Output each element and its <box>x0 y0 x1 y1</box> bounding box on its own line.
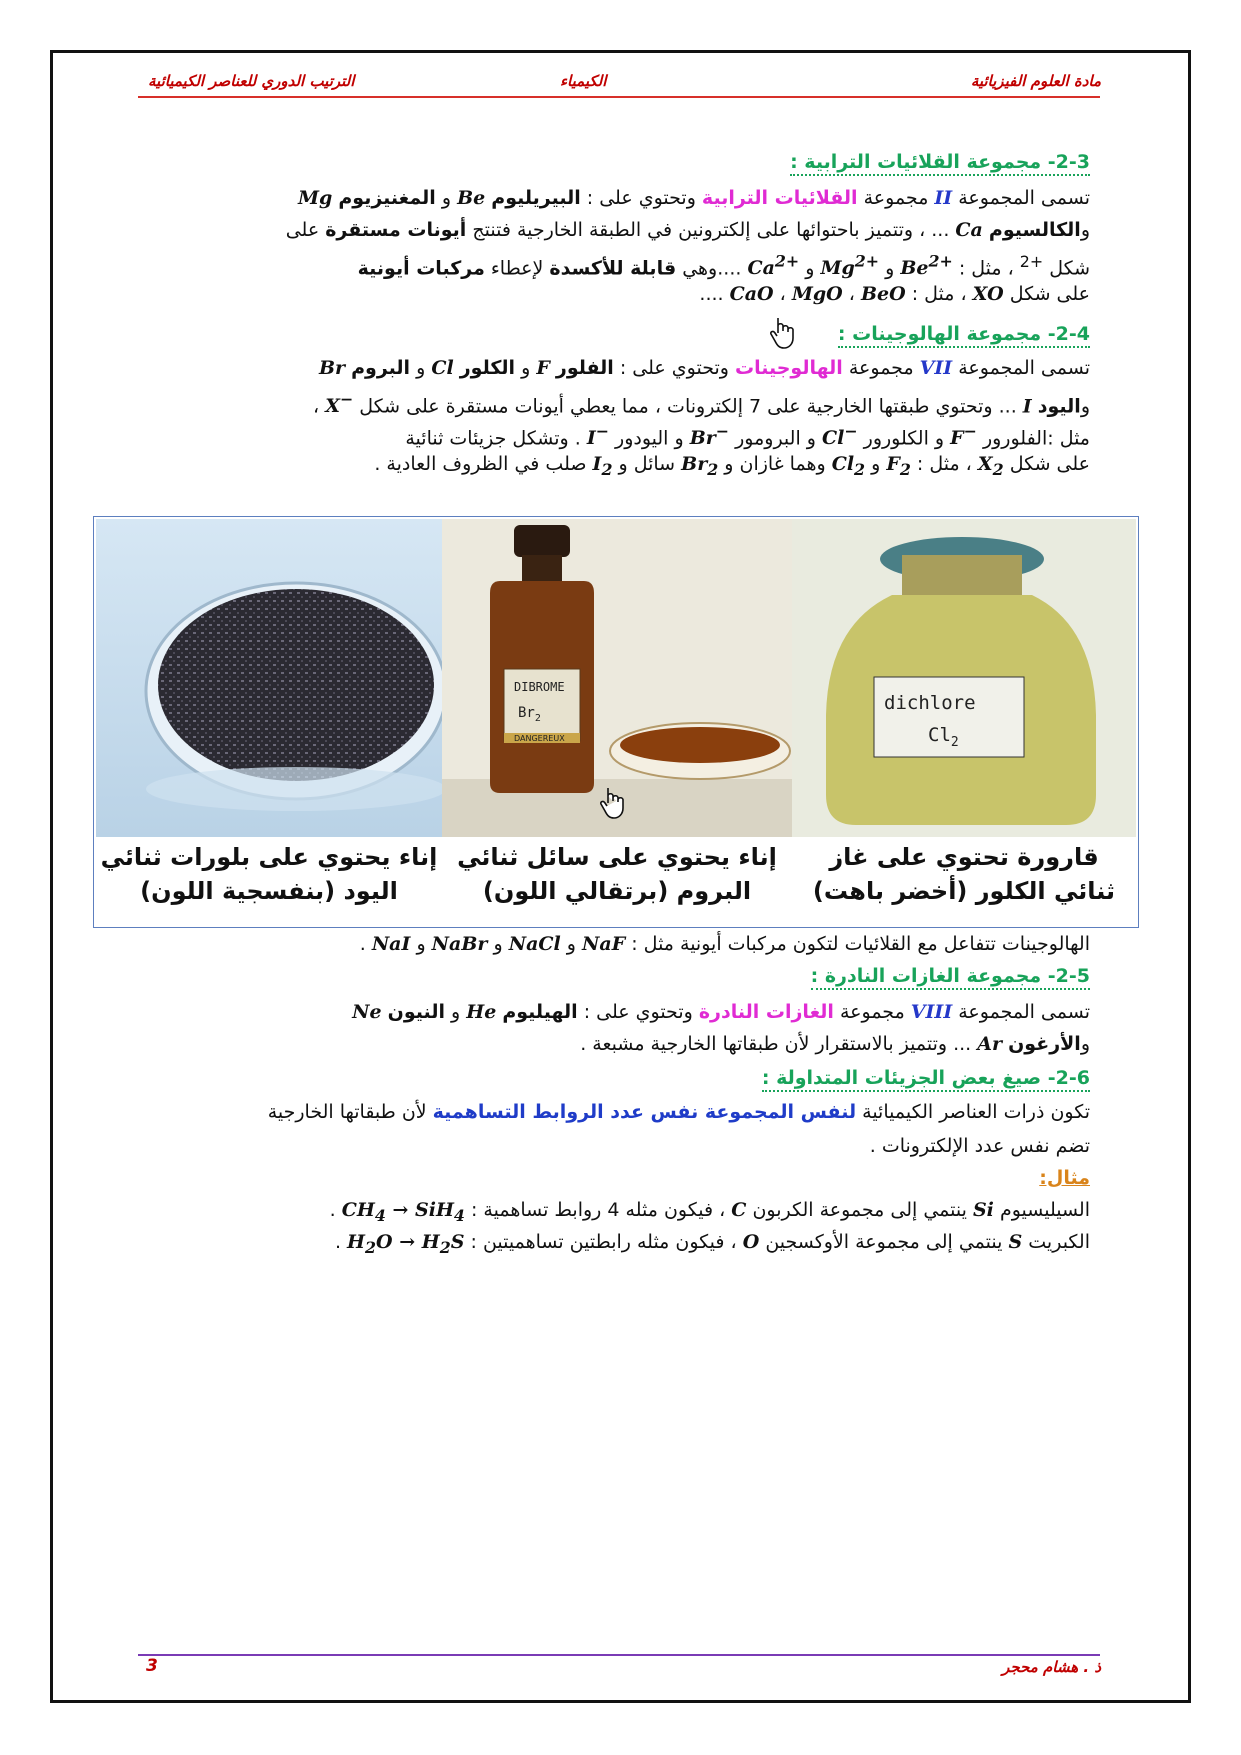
text-line: تكون ذرات العناصر الكيميائية لنفس المجموعة نفس عدد الروابط التساهمية لأن طبقاتها الخارجية <box>267 1101 1090 1123</box>
header-topic: الكيمياء <box>560 72 607 90</box>
text-line: شكل $^{2+}$ ، مثل : $Be^{2+}$ و $Mg^{2+}$ و $Ca^{2+}$ ....وهي قابلة للأكسدة لإعطاء مركبات أيونية <box>357 252 1090 280</box>
svg-text:Br2: $Br_2$ <box>518 705 541 724</box>
text-line: على شكل XO ، مثل : BeO ، MgO ، CaO .... <box>699 283 1090 305</box>
example-line-silicon: السيليسيوم Si ينتمي إلى مجموعة الكربون C ، فيكون مثله 4 روابط تساهمية : $CH_4 \to SiH_4$ . <box>329 1199 1090 1225</box>
chlorine-flask-photo <box>792 519 1136 837</box>
section-title-alkaline-earth: 2-3- مجموعة القلائيات الترابية : <box>186 146 1090 178</box>
page-number: 3 <box>146 1656 158 1676</box>
text-line: والكالسيوم Ca ... ، وتتميز باحتوائها على إلكترونين في الطبقة الخارجية فتنتج أيونات مستقرة على <box>285 219 1090 241</box>
hand-cursor-icon <box>600 786 626 820</box>
footer-author: ذ . هشام محجر <box>1002 1658 1101 1676</box>
text-line: واليود I ... وتحتوي طبقتها الخارجية على 7 إلكترونات ، مما يعطي أيونات مستقرة على شكل X− ، <box>313 390 1090 418</box>
caption-chlorine: قارورة تحتوي على غاز ثنائي الكلور (أخضر باهت) <box>812 843 1116 905</box>
bromine-label-warning: DANGEREUX <box>514 734 565 743</box>
header-divider <box>138 96 1100 98</box>
hand-cursor-icon <box>770 316 796 350</box>
text-line: مثل :الفلورور F− و الكلورور Cl− و البرومور Br− و اليودور I− . وتشكل جزيئات ثنائية <box>405 422 1090 450</box>
bromine-label-line1: DIBROME <box>514 680 565 694</box>
text-line: والأرغون Ar ... وتتميز بالاستقرار لأن طبقاتها الخارجية مشبعة . <box>580 1033 1090 1055</box>
text-line: تسمى المجموعة VII مجموعة الهالوجينات وتحتوي على : الفلور F و الكلور Cl و البروم Br <box>318 357 1090 379</box>
iodine-crystals-photo <box>96 519 442 837</box>
section-title-halogens: 2-4- مجموعة الهالوجينات : <box>186 318 1090 350</box>
text-line: تسمى المجموعة VIII مجموعة الغازات النادرة وتحتوي على : الهيليوم He و النيون Ne <box>352 1001 1090 1023</box>
halogen-photos-figure <box>93 516 1139 928</box>
section-title-noble-gases: 2-5- مجموعة الغازات النادرة : <box>186 960 1090 992</box>
lower-content <box>186 928 1090 1328</box>
section-title-molecule-formulas: 2-6- صيغ بعض الجزيئات المتداولة : <box>186 1062 1090 1094</box>
text-line: الهالوجينات تتفاعل مع القلائيات لتكون مركبات أيونية مثل : NaF و NaCl و NaBr و NaI . <box>359 933 1090 955</box>
header-subject: مادة العلوم الفيزيائية <box>970 72 1101 90</box>
text-line: تسمى المجموعة II مجموعة القلائيات الترابية وتحتوي على : البيريليوم Be و المغنيزيوم Mg <box>297 187 1090 209</box>
footer-divider <box>138 1654 1100 1656</box>
text-line: تضم نفس عدد الإلكترونات . <box>869 1135 1090 1157</box>
caption-bromine: إناء يحتوي على سائل ثنائي البروم (برتقالي اللون) <box>457 843 777 905</box>
header-lesson: الترتيب الدوري للعناصر الكيميائية <box>148 72 355 90</box>
caption-iodine: إناء يحتوي على بلورات ثنائي اليود (بنفسجية اللون) <box>100 843 438 905</box>
svg-text:Cl2: $Cl_2$ <box>928 724 959 750</box>
example-heading: مثال: <box>1039 1167 1090 1189</box>
chlorine-label-line1: dichlore <box>884 692 976 714</box>
example-line-sulfur: الكبريت S ينتمي إلى مجموعة الأوكسجين O ، فيكون مثله رابطتين تساهميتين : $H_2O \to H_2S$ . <box>334 1231 1090 1257</box>
text-line: على شكل $X_2$ ، مثل : $F_2$ و $Cl_2$ وهما غازان و $Br_2$ سائل و $I_2$ صلب في الظروف العادية . <box>374 453 1090 479</box>
